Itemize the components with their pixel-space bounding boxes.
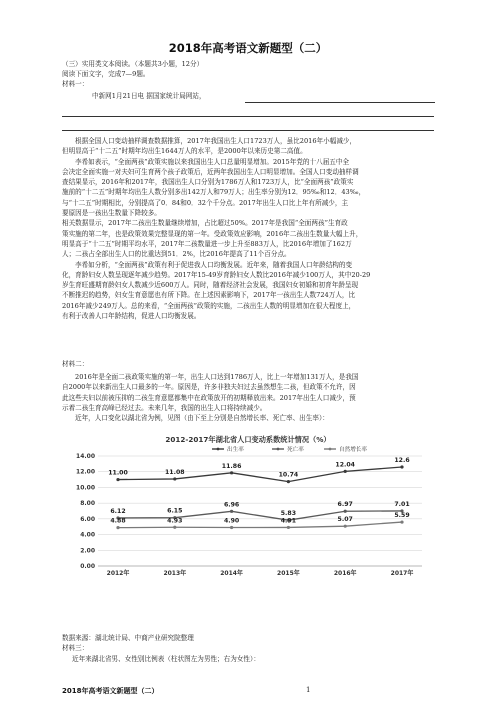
data-label: 6.96 [223,501,240,509]
y-tick-label: 14.00 [76,453,95,460]
y-tick-label: 8.00 [80,500,95,508]
data-label: 4.93 [167,517,183,525]
paragraph-line: 明显高于“十二五”时期平均水平，2017年二孩数量进一步上升至883万人，比2016年增加了162万 [62,239,352,248]
paragraph-line: 根据全国人口变动抽样调查数据推算，2017年我国出生人口1723万人，虽比2016年小幅减少， [75,137,357,145]
source-note: 数据来源：湖北统计局、中商产业研究院整理 [62,634,194,642]
paragraph-line: 策实施的第二年，也是政策效果完整显现的第一年。受政策效应影响，2016年二孩出生数量大幅上升， [62,229,363,238]
paragraph-line: 李希如表示，“全面两孩”政策实施以来我国出生人口总量明显增加。2015年党的十八届五中全 [75,157,350,166]
data-point [400,465,403,468]
paragraph-line: 李希如分析，“全面两孩”政策有利于促进我人口均衡发展。近年来，随着我国人口年龄结构的变 [75,260,353,269]
material1-body [62,136,434,321]
y-tick-label: 2.00 [80,547,95,555]
footer-title: 2018年高考语文新题型（二） [62,687,159,695]
data-point [287,480,290,483]
data-label: 6.15 [167,507,183,515]
paragraph-line: 近年，人口变化以湖北省为例，见图（由下至上分别是自然增长率、死亡率、出生率）： [75,414,329,423]
data-label: 5.59 [394,512,410,520]
paragraph-line: 相关数据显示，2017年二孩出生数量继续增加，占比超过50%。2017年是我国“全面两孩”生育政 [62,219,348,228]
data-label: 6.97 [337,501,353,509]
data-label: 5.07 [337,516,353,524]
paragraph-line: 化，育龄妇女人数呈现逐年减少趋势。2017年15-49岁育龄妇女人数比2016年减少100万人，其中20-29 [62,270,371,279]
data-label: 4.91 [280,517,297,525]
y-tick-label: 10.00 [76,484,95,492]
data-label: 10.74 [278,471,299,479]
y-tick-label: 12.00 [76,468,95,476]
material3-label: 材料三： [62,644,89,652]
x-tick-label: 2015年 [277,570,300,577]
blank-rule [245,102,435,103]
data-point [344,470,347,473]
paragraph-line: 但明显高于“十二五”时期年均出生1644万人的水平，是2000年以来历史第二高值。 [62,147,307,156]
x-tick-label: 2016年 [333,570,357,577]
paragraph-line: 有利于改善人口年龄结构，促进人口均衡发展。 [62,312,201,321]
x-tick-label: 2013年 [163,570,187,577]
paragraph-line: 自2000年以来新出生人口最多的一年。原因是，许多非独夫妇过去虽然想生二孩，但政策不允许，因 [62,383,356,392]
paragraph-line: 2016年减少249万人。总的来看，“全面两孩”政策的实施，二孩出生人数的明显增加在很大程度上， [62,301,356,310]
data-point [230,471,233,474]
x-tick-label: 2017年 [390,570,414,577]
series-line [118,467,402,482]
data-label: 6.12 [110,507,126,515]
paragraph-line: 施前的“十二五”时期年均出生人数分别多出142万人和79万人；出生率分别为12．95‰和12．43‰， [62,188,366,197]
paragraph-line: 岁生育旺盛期育龄妇女人数减少近600万人。同时，随着经济社会发展，我国妇女初婚和初育年龄呈现 [62,281,359,290]
data-point [230,526,233,529]
blank-rule [62,116,434,117]
data-point [173,526,176,529]
paragraph-line: 要原因是一孩出生数量下降较多。 [62,209,161,218]
paragraph-line: 人；二孩占全部出生人口的比重达到51．2%，比2016年提高了11个百分点。 [62,250,291,259]
x-tick-label: 2012年 [106,570,130,577]
chart-title: 2012-2017年湖北省人口变动系数统计情况（%） [165,435,331,444]
y-tick-label: 0.00 [80,563,95,570]
paragraph-line: 查结果显示，2016年和2017年，我国出生人口分别为1786万人和1723万人，比“全面两孩”政策实 [62,178,354,187]
legend-label: 自然增长率 [339,447,367,453]
page-number: 1 [306,686,311,694]
instruction: 阅读下面文字，完成7—9题。 [62,70,150,78]
data-label: 12.6 [394,457,410,464]
legend-marker [329,448,332,451]
blank-rule [62,130,434,131]
data-label: 11.86 [221,462,242,470]
data-point [173,477,176,480]
y-tick-label: 6.00 [80,515,95,523]
material1-source: 中新网1月21日电 据国家统计局网站， [92,92,206,100]
legend-marker [217,448,220,451]
data-label: 11.08 [165,468,185,476]
data-point [287,526,290,529]
legend-label: 出生率 [227,447,244,453]
section-heading: （三）实用类文本阅读。（本题共3小题，12分） [62,60,204,68]
x-tick-label: 2014年 [220,570,243,577]
document-title: 2018年高考语文新题型（二） [168,41,328,55]
series-line [118,522,402,528]
legend-label: 死亡率 [287,447,304,453]
legend-marker [277,448,280,451]
data-label: 7.01 [394,500,410,508]
material2-label: 材料二： [62,360,89,368]
data-label: 4.90 [223,517,240,525]
data-point [344,510,347,513]
material3-line: 近年来湖北省男、女性别比例表（柱状图左为男性；右为女性）： [72,655,260,663]
data-point [116,478,119,481]
material2-body [62,372,434,423]
paragraph-line: 会决定全面实施一对夫妇可生育两个孩子政策后，近两年我国出生人口明显增加。全国人口变动抽样调 [62,167,359,176]
paragraph-line: 不断推迟的趋势，妇女生育意愿也有所下降。在上述因素影响下，2017年一孩出生人数724万人，比 [62,291,356,300]
data-point [230,510,233,513]
data-label: 4.88 [110,517,126,525]
data-label: 12.04 [335,461,355,469]
paragraph-line: 与“十二五”时期相比，分别提高了0．84和0．32个千分点。2017年出生人口比上年有所减少，主 [62,198,349,207]
y-tick-label: 4.00 [80,531,95,539]
paragraph-line: 2016年是全面二孩政策实施的第一年，出生人口达到1786万人，比上一年增加131万人，是我国 [75,373,359,381]
paragraph-line: 此这些夫妇以前被压抑的二孩生育意愿都集中在政策放开的初期释放出来。2017年出生人口减少，预 [62,393,356,402]
data-label: 5.83 [280,510,297,518]
population-line-chart [62,432,434,582]
data-point [344,525,347,528]
data-point [116,526,119,529]
paragraph-line: 示着二孩生育高峰已经过去。未来几年，我国的出生人口将持续减少。 [62,403,267,412]
data-point [400,520,403,523]
data-label: 11.00 [108,469,128,477]
material1-label: 材料一： [62,80,89,88]
